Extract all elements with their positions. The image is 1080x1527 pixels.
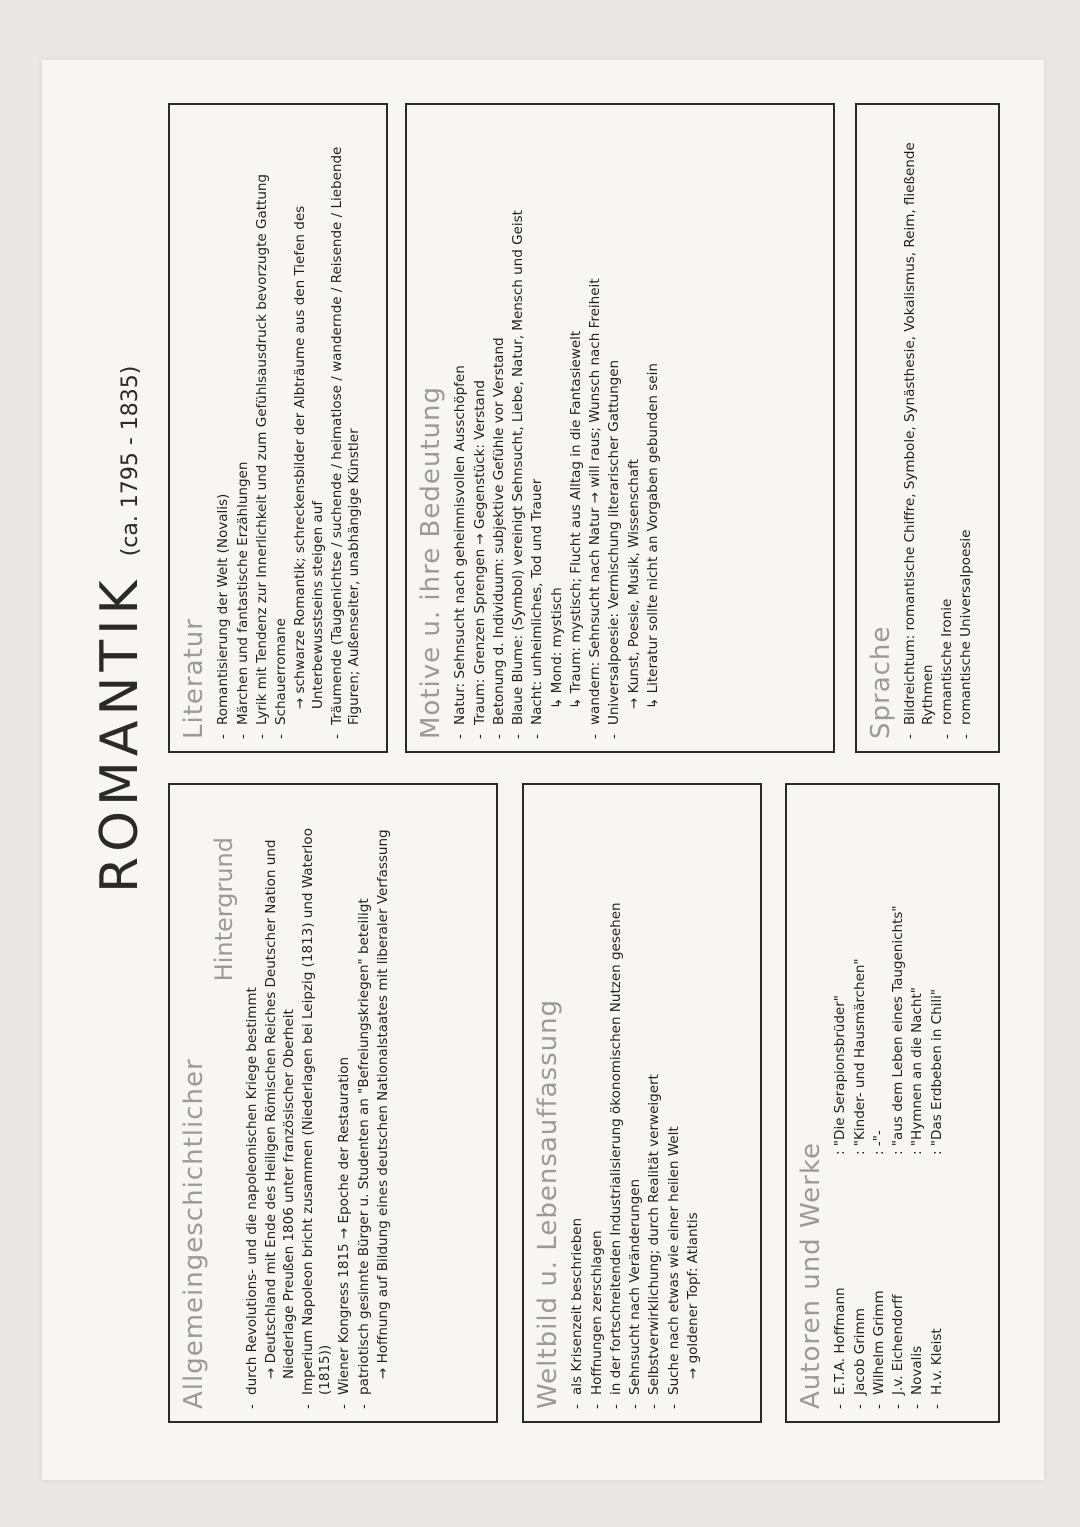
list-item: - durch Revolutions- und die napoleonischen Kriege bestimmt xyxy=(244,797,261,1409)
section-title-literatur: Literatur xyxy=(179,618,209,739)
page-title: ROMANTIK xyxy=(90,575,150,893)
list-item: - Märchen und fantastische Erzählungen xyxy=(235,117,252,739)
list-item: - Romantisierung der Welt (Novalis) xyxy=(215,117,232,739)
list-item: - Suche nach etwas wie einer heilen Welt xyxy=(666,797,683,1409)
section-title-autoren: Autoren und Werke xyxy=(796,1142,826,1409)
author-work: : "Kinder- und Hausmärchen" xyxy=(851,958,868,1155)
rotated-page xyxy=(60,83,1020,1443)
list-item: - Lyrik mit Tendenz zur Innerlichkeit und zum Gefühlsausdruck bevorzugte Gattung xyxy=(254,117,271,739)
author-work: : "Die Serapionsbrüder" xyxy=(832,995,849,1155)
author-name: - Novalis xyxy=(909,1345,926,1395)
author-work: : "aus dem Leben eines Taugenichts" xyxy=(890,905,907,1155)
page-header xyxy=(90,366,150,893)
box-weltbild xyxy=(522,783,762,1423)
section-subtitle-hintergrund: Hintergrund xyxy=(210,837,239,982)
author-row xyxy=(890,797,907,1409)
author-row xyxy=(832,797,849,1409)
list-item: - romantische Ironie xyxy=(939,117,956,739)
list-item: ↳ Traum: mystisch; Flucht aus Alltag in die Fantasiewelt xyxy=(567,330,584,709)
list-item: - Traum: Grenzen Sprengen → Gegenstück: Verstand xyxy=(472,117,489,739)
author-work: : "Das Erdbeben in Chili" xyxy=(928,988,945,1155)
list-item: - Nacht: unheimliches, Tod und Trauer xyxy=(529,117,546,739)
author-name: - E.T.A. Hoffmann xyxy=(832,1287,849,1395)
list-item: - Blaue Blume: (Symbol) vereinigt Sehnsucht, Liebe, Natur, Mensch und Geist xyxy=(510,117,527,739)
list-item: → Deutschland mit Ende des Heiligen Römischen Reiches Deutscher Nation und Niederlage Preußen 1806 unter französischer Oberheit xyxy=(263,839,297,1379)
author-row xyxy=(871,797,888,1409)
author-name: - Jacob Grimm xyxy=(851,1308,868,1395)
list-item: → Hoffnung auf Bildung eines deutschen Nationalstaates mit liberaler Verfassung xyxy=(374,829,391,1379)
list-item: - Betonung d. Individuum: subjektive Gefühle vor Verstand xyxy=(491,117,508,739)
author-work: : -"- xyxy=(870,1130,887,1155)
list-item: - patriotisch gesinnte Bürger u. Studenten an "Befreiungskriegen" beteiligt xyxy=(356,797,373,1409)
author-row xyxy=(909,797,926,1409)
list-item: - Imperium Napoleon bricht zusammen (Niederlagen bei Leipzig (1813) und Waterloo (1815)) xyxy=(300,797,335,1409)
section-title-sprache: Sprache xyxy=(866,625,896,739)
list-item: - Bildreichtum: romantische Chiffre, Symbole, Synästhesie, Vokalismus, Reim, fließende Rythmen xyxy=(902,117,937,739)
author-work: : "Hymnen an die Nacht" xyxy=(909,987,926,1155)
list-item: - Sehnsucht nach Veränderungen xyxy=(627,797,644,1409)
list-item: - Schauerromane xyxy=(273,117,290,739)
list-item: ↳ Literatur sollte nicht an Vorgaben gebunden sein xyxy=(644,363,661,709)
list-item: - Wiener Kongress 1815 → Epoche der Restauration xyxy=(336,797,353,1409)
list-item: - Träumende (Taugenichtse / suchende / heimatlose / wandernde / Reisende / Liebende Figuren; Außenseiter, unabhängige Künstler xyxy=(329,117,364,739)
list-item: → Kunst, Poesie, Musik, Wissenschaft xyxy=(625,459,642,709)
list-item: → schwarze Romantik; schreckensbilder der Albträume aus den Tiefen des Unterbewusstseins steigen auf xyxy=(292,205,326,709)
list-item: ↳ Mond: mystisch xyxy=(548,587,565,709)
author-name: - H.v. Kleist xyxy=(928,1328,945,1395)
list-item: - als Krisenzeit beschrieben xyxy=(569,797,586,1409)
list-item: - Natur: Sehnsucht nach geheimnisvollen Ausschöpfen xyxy=(452,117,469,739)
section-title-motive: Motive u. ihre Bedeutung xyxy=(416,386,446,739)
box-hintergrund xyxy=(168,783,498,1423)
list-item: - romantische Universalpoesie xyxy=(958,117,975,739)
author-row xyxy=(929,797,946,1409)
list-item: - in der fortschreitenden Industrialisierung ökonomischen Nutzen gesehen xyxy=(608,797,625,1409)
box-autoren xyxy=(785,783,1000,1423)
author-name: - J.v. Eichendorff xyxy=(890,1294,907,1395)
list-item: - Universalpoesie: Vermischung literarischer Gattungen xyxy=(606,117,623,739)
author-name: - Wilhelm Grimm xyxy=(870,1290,887,1395)
section-title-weltbild: Weltbild u. Lebensauffassung xyxy=(533,998,563,1409)
box-motive xyxy=(405,103,835,753)
box-sprache xyxy=(855,103,1000,753)
section-title-hintergrund: Allgemeingeschichtlicher xyxy=(179,1058,209,1409)
period-dates: (ca. 1795 - 1835) xyxy=(118,365,143,557)
box-literatur xyxy=(168,103,388,753)
author-row xyxy=(852,797,869,1409)
list-item: → goldener Topf: Atlantis xyxy=(684,1212,701,1379)
list-item: - Hoffnungen zerschlagen xyxy=(589,797,606,1409)
list-item: - wandern: Sehnsucht nach Natur → will raus; Wunsch nach Freiheit xyxy=(587,117,604,739)
list-item: - Selbstverwirklichung; durch Realität verweigert xyxy=(646,797,663,1409)
